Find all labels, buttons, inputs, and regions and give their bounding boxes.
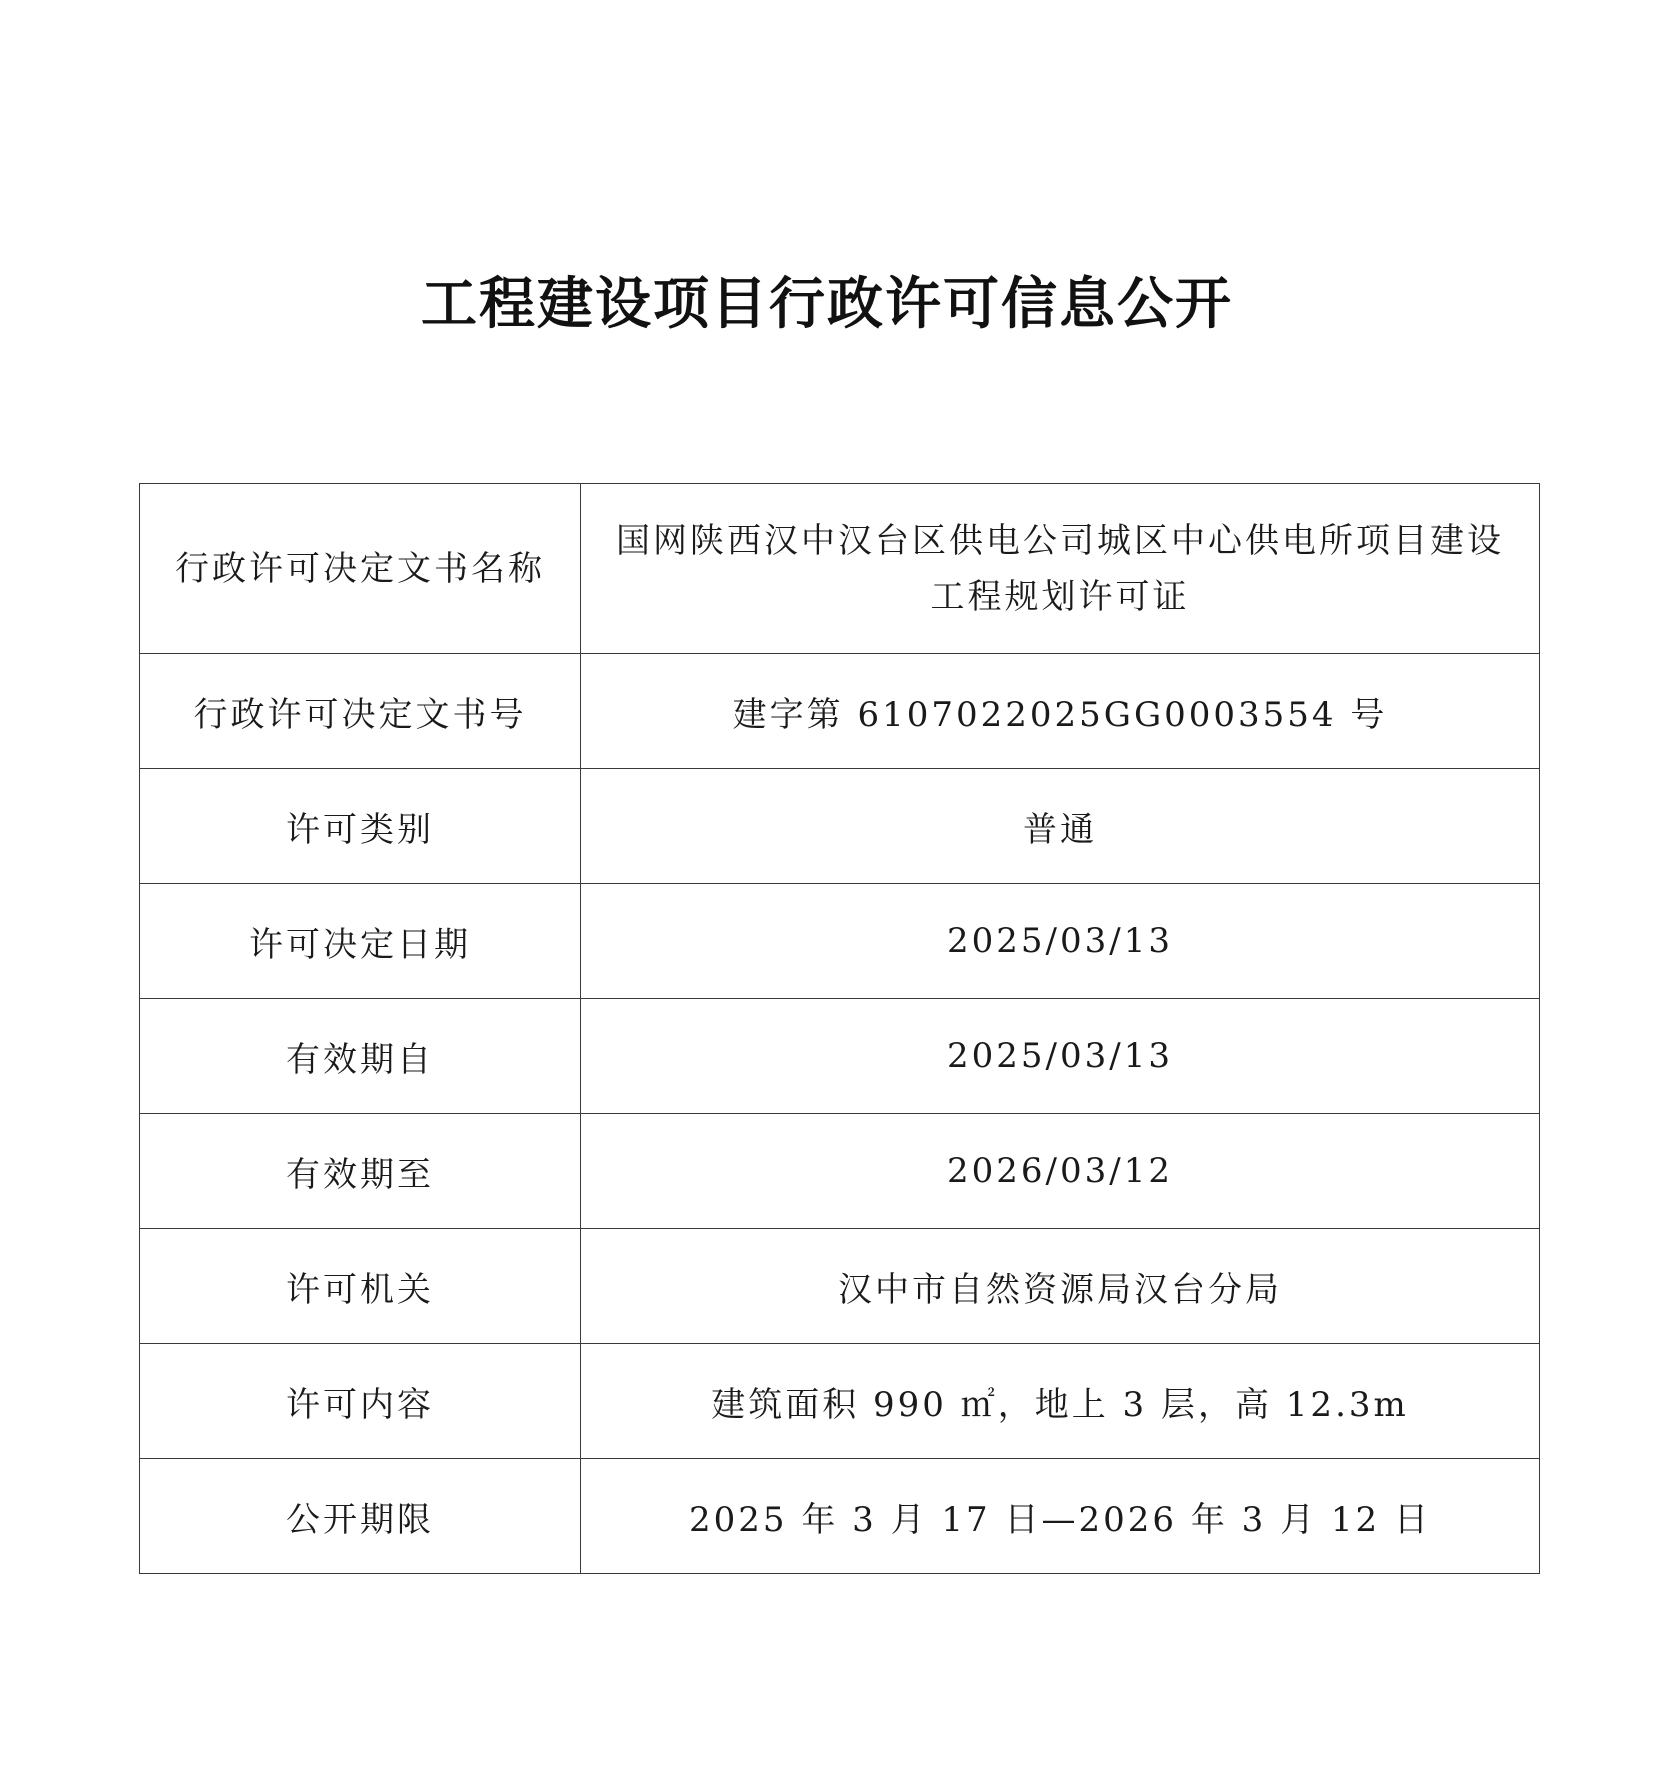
table-row-document-number [140,654,1540,769]
row-label: 行政许可决定文书名称 [140,484,581,654]
row-value [581,484,1540,654]
row-value: 2026/03/12 [581,1114,1540,1229]
row-label: 许可内容 [140,1344,581,1459]
table-row-issuing-authority [140,1229,1540,1344]
permit-info-table [139,483,1540,1574]
row-label: 许可类别 [140,769,581,884]
row-value: 2025 年 3 月 17 日—2026 年 3 月 12 日 [581,1459,1540,1574]
row-label: 有效期至 [140,1114,581,1229]
table-row-disclosure-period [140,1459,1540,1574]
row-label: 许可机关 [140,1229,581,1344]
table-row-valid-until [140,1114,1540,1229]
row-value: 汉中市自然资源局汉台分局 [581,1229,1540,1344]
row-value: 建筑面积 990 ㎡，地上 3 层，高 12.3m [581,1344,1540,1459]
row-value: 普通 [581,769,1540,884]
table-row-permit-category [140,769,1540,884]
row-label: 行政许可决定文书号 [140,654,581,769]
row-label: 许可决定日期 [140,884,581,999]
row-value: 建字第 6107022025GG0003554 号 [581,654,1540,769]
page-title: 工程建设项目行政许可信息公开 [421,271,1233,337]
row-label: 有效期自 [140,999,581,1114]
row-value: 2025/03/13 [581,999,1540,1114]
table-row-permit-content [140,1344,1540,1459]
row-label: 公开期限 [140,1459,581,1574]
table-row-document-name [140,484,1540,654]
row-value: 2025/03/13 [581,884,1540,999]
table-row-valid-from [140,999,1540,1114]
table-row-decision-date [140,884,1540,999]
document-name-value: 国网陕西汉中汉台区供电公司城区中心供电所项目建设工程规划许可证 [616,520,1504,617]
